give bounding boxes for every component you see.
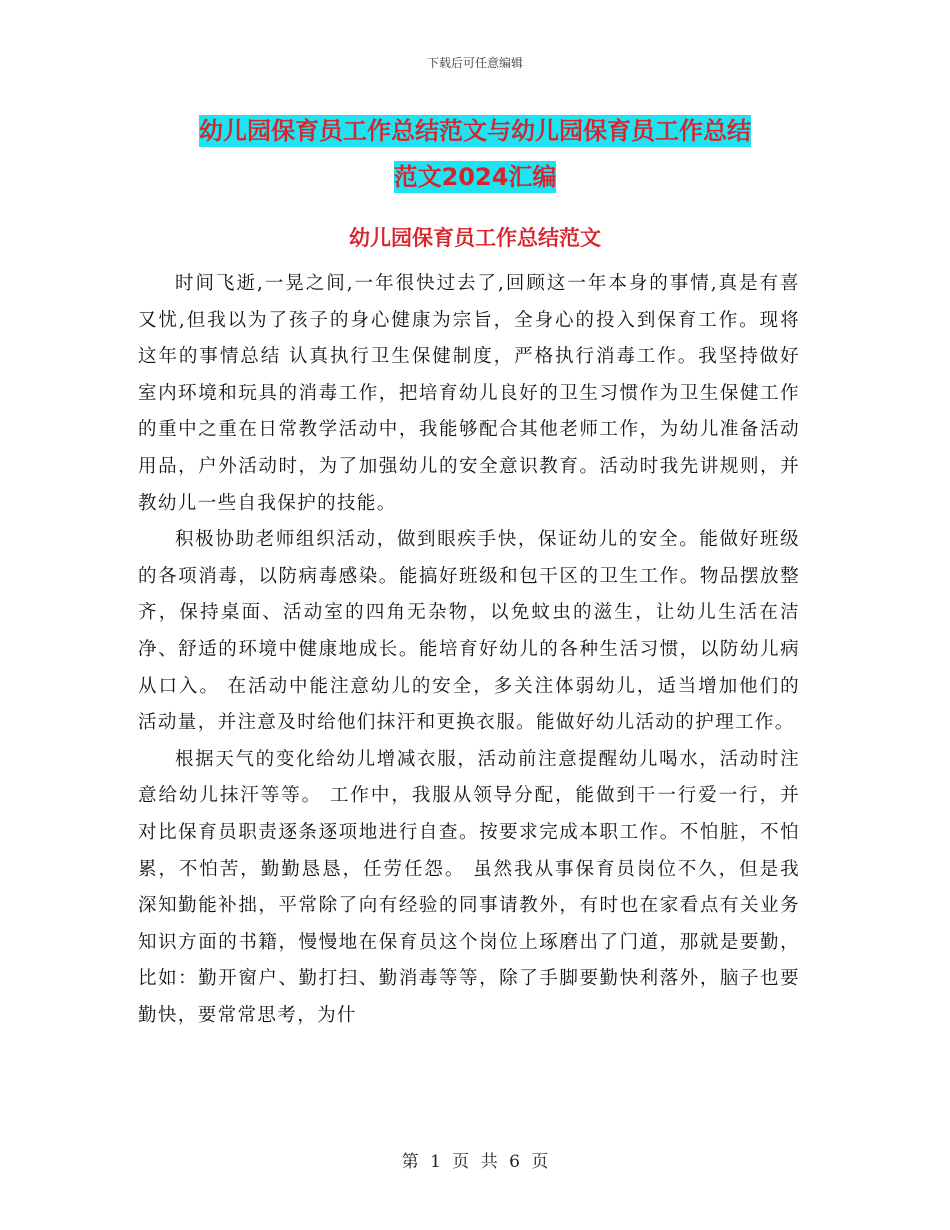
title-line-1: 幼儿园保育员工作总结范文与幼儿园保育员工作总结 bbox=[199, 117, 751, 145]
document-title bbox=[150, 108, 800, 200]
page-footer: 第 1 页 共 6 页 bbox=[401, 1152, 549, 1172]
paragraph-1: 时间飞逝,一晃之间,一年很快过去了,回顾这一年本身的事情,真是有喜又忧,但我以为了孩子的身心健康为宗旨，全身心的投入到保育工作。现将这年的事情总结 认真执行卫生保健制度，严格执行消毒工作。我坚持做好室内环境和玩具的消毒工作，把培育幼儿良好的卫生习惯作为卫生保健工作的重中之重在日常教学活动中，我能够配合其他老师工作，为幼儿准备活动用品，户外活动时，为了加强幼儿的安全意识教育。活动时我先讲规则，并教幼儿一些自我保护的技能。 bbox=[138, 273, 800, 514]
document-body bbox=[138, 266, 800, 1034]
section-title: 幼儿园保育员工作总结范文 bbox=[349, 226, 601, 250]
paragraph-3: 根据天气的变化给幼儿增减衣服，活动前注意提醒幼儿喝水，活动时注意给幼儿抹汗等等。 工作中，我服从领导分配，能做到干一行爱一行，并对比保育员职责逐条逐项地进行自查。按要求完成本职工作。不怕脏，不怕累，不怕苦，勤勤恳恳，任劳任怨。 虽然我从事保育员岗位不久，但是我深知勤能补拙，平常除了向有经验的同事请教外，有时也在家看点有关业务知识方面的书籍，慢慢地在保育员这个岗位上琢磨出了门道，那就是要勤，比如：勤开窗户、勤打扫、勤消毒等等，除了手脚要勤快利落外，脑子也要勤快，要常常思考，为什 bbox=[138, 748, 800, 1026]
title-line-2: 范文2024汇编 bbox=[393, 163, 557, 191]
paragraph-2: 积极协助老师组织活动，做到眼疾手快，保证幼儿的安全。能做好班级的各项消毒，以防病毒感染。能搞好班级和包干区的卫生工作。物品摆放整齐，保持桌面、活动室的四角无杂物，以免蚊虫的滋生，让幼儿生活在洁净、舒适的环境中健康地成长。能培育好幼儿的各种生活习惯，以防幼儿病从口入。 在活动中能注意幼儿的安全，多关注体弱幼儿，适当增加他们的活动量，并注意及时给他们抹汗和更换衣服。能做好幼儿活动的护理工作。 bbox=[138, 529, 800, 734]
header-note: 下载后可任意编辑 bbox=[426, 56, 523, 70]
